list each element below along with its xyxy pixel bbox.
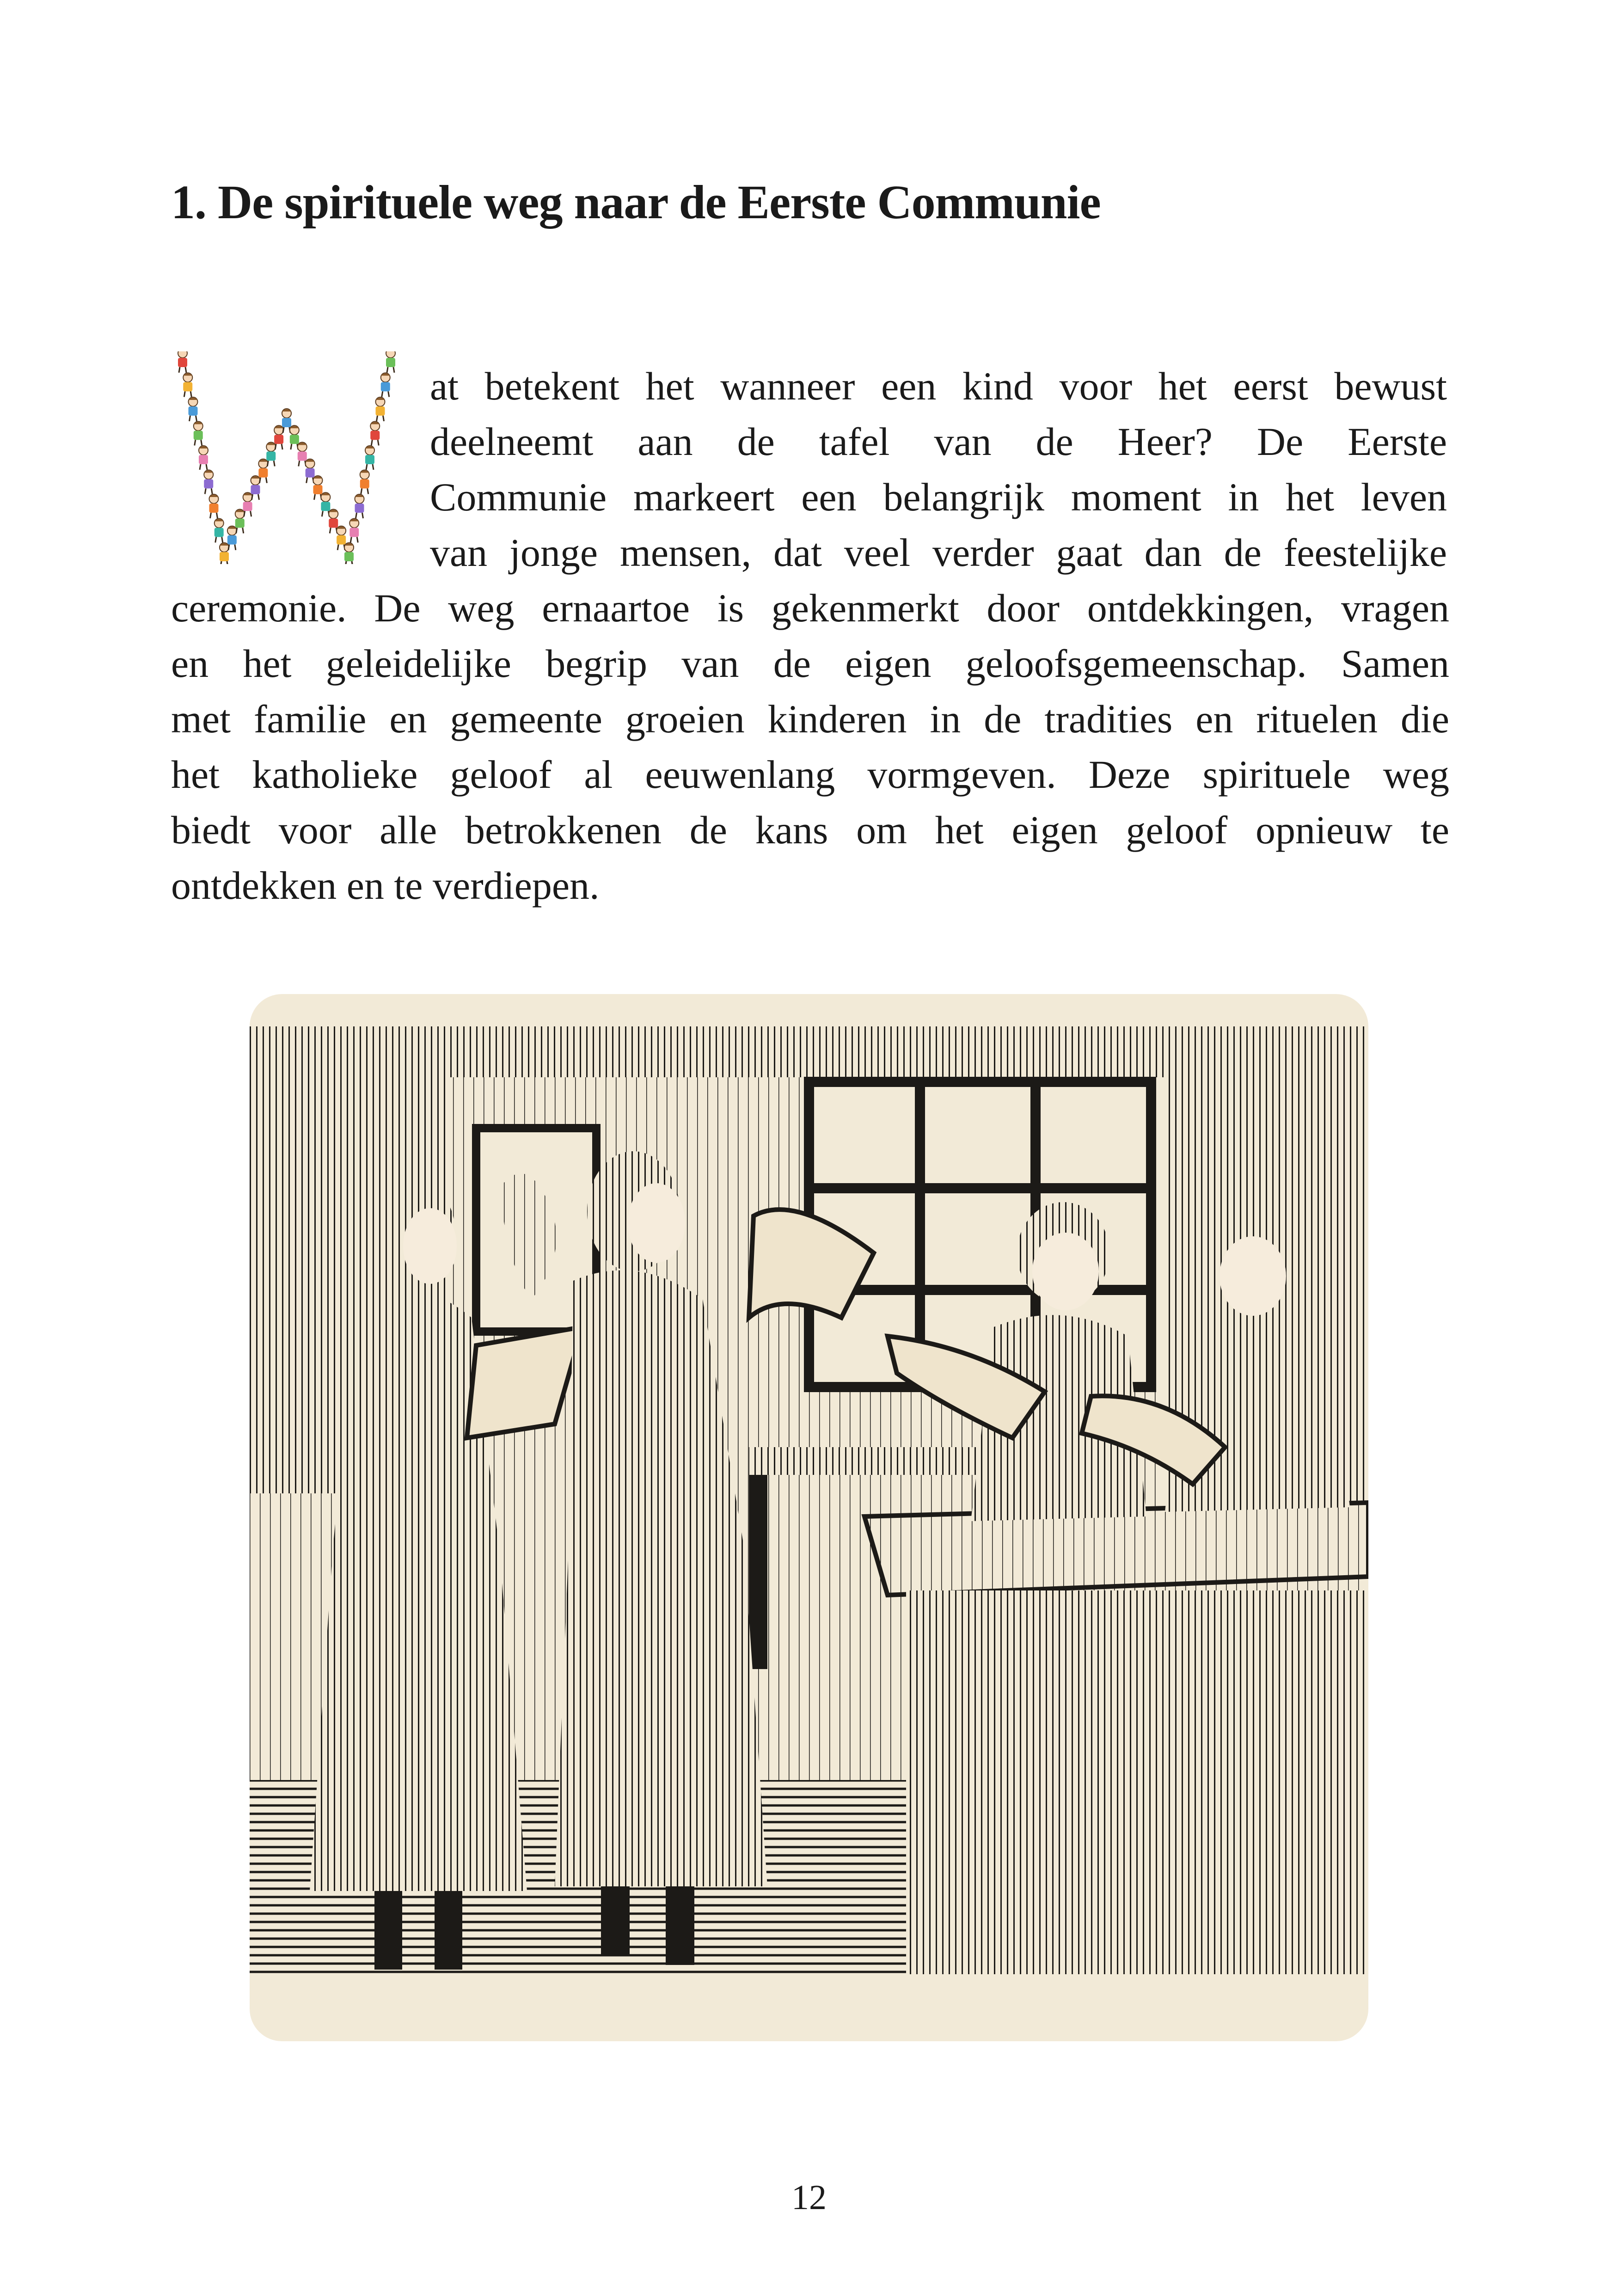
cartoon-child-figure: [243, 492, 252, 516]
paragraph-line: ontdekken en te verdiepen.: [171, 863, 600, 908]
drop-cap-illustration: [169, 351, 404, 564]
cartoon-child-figure: [194, 422, 203, 446]
cartoon-child-figure: [209, 494, 219, 518]
cartoon-child-figure: [183, 373, 192, 397]
cartoon-child-figure: [199, 446, 208, 470]
cartoon-child-figure: [204, 470, 213, 494]
paragraph-line: met familie en gemeente groeien kinderen in de tradities en rituelen die: [171, 697, 1449, 741]
cartoon-child-figure: [235, 510, 245, 534]
paragraph-line: het katholieke geloof al eeuwenlang vormgeven. Deze spirituele weg: [171, 752, 1449, 797]
cartoon-child-figure: [355, 494, 364, 518]
paragraph-line: Communie markeert een belangrijk moment in het leven: [430, 475, 1447, 519]
cartoon-child-figure: [220, 543, 229, 564]
cartoon-child-figure: [376, 397, 385, 421]
paragraph-line: deelneemt aan de tafel van de Heer? De Eerste: [430, 419, 1447, 464]
paragraph-line: ceremonie. De weg ernaartoe is gekenmerkt door ontdekkingen, vragen: [171, 586, 1449, 630]
cartoon-child-figure: [266, 442, 276, 467]
paragraph-line: biedt voor alle betrokkenen de kans om het eigen geloof opnieuw te: [171, 808, 1449, 852]
page-number: 12: [791, 2178, 827, 2217]
cartoon-child-figure: [189, 397, 198, 421]
cartoon-child-figure: [344, 543, 354, 564]
cartoon-child-figure: [360, 470, 369, 494]
chapter-heading: 1. De spirituele weg naar de Eerste Communie: [171, 176, 1101, 229]
cartoon-child-figure: [251, 476, 260, 500]
classroom-engraving-illustration: [250, 994, 1368, 2041]
paragraph-line: van jonge mensen, dat veel verder gaat dan de feestelijke: [430, 530, 1447, 575]
cartoon-child-figure: [365, 446, 374, 470]
cartoon-child-figure: [258, 459, 268, 483]
cartoon-child-figure: [386, 351, 395, 373]
cartoon-child-figure: [227, 526, 237, 550]
paragraph-line: en het geleidelijke begrip van de eigen geloofsgemeenschap. Samen: [171, 641, 1449, 686]
paragraph-line: at betekent het wanneer een kind voor het eerst bewust: [430, 364, 1447, 408]
cartoon-child-figure: [178, 351, 187, 373]
cartoon-child-figure: [381, 373, 390, 397]
cartoon-child-figure: [274, 425, 283, 449]
cartoon-child-figure: [349, 519, 359, 543]
cartoon-child-figure: [215, 519, 224, 543]
cartoon-child-figure: [370, 422, 380, 446]
